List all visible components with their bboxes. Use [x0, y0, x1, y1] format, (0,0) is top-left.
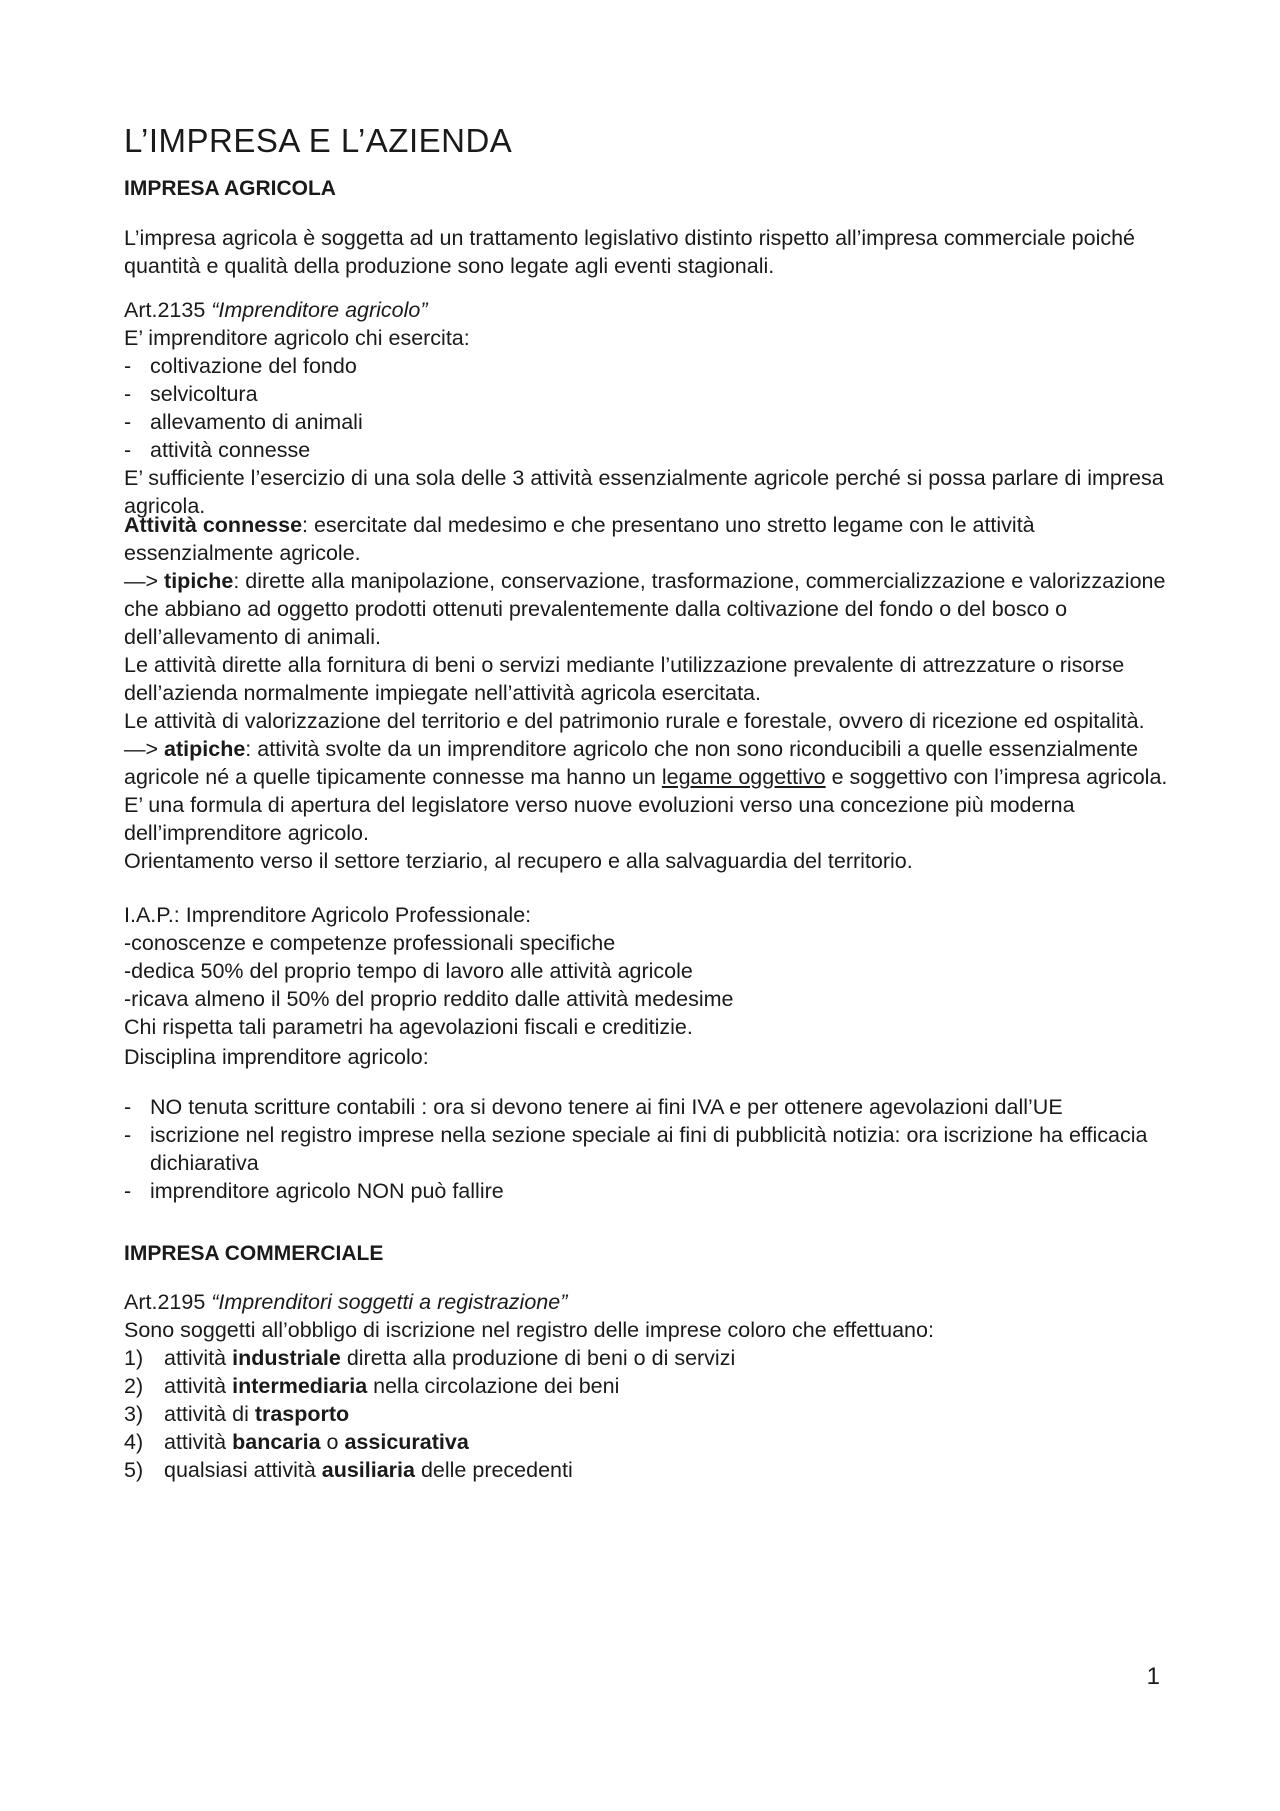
valorizzazione-paragraph: Le attività di valorizzazione del territorio e del patrimonio rurale e forestale, ovvero di ricezione ed ospitalità. [124, 709, 1145, 733]
numbered-item: 1) attività industriale diretta alla produzione di beni o di servizi [124, 1346, 736, 1370]
disciplina-heading: Disciplina imprenditore agricolo: [124, 1045, 429, 1069]
list-item: - attività connesse [124, 436, 1184, 464]
tipiche-paragraph: —> tipiche: dirette alla manipolazione, conservazione, trasformazione, commercializzazione e valorizzazione che abbiano ad oggetto prodotti ottenuti prevalentemente dalla coltivazione del fondo o del bosco o dell’allevamento di animali. [124, 569, 1166, 649]
numbered-item: 4) attività bancaria o assicurativa [124, 1430, 469, 1454]
numbered-item: 3) attività di trasporto [124, 1402, 350, 1426]
art-2135-block [124, 296, 1184, 520]
atipiche-paragraph: —> atipiche: attività svolte da un imprenditore agricolo che non sono riconducibili a quelle essenzialmente agricole né a quelle tipicamente connesse ma hanno un legame oggettivo e soggettivo con l’impresa agricola. [124, 737, 1168, 789]
page-title: L’IMPRESA E L’AZIENDA [124, 122, 513, 159]
art-2195-lead: Sono soggetti all’obbligo di iscrizione nel registro delle imprese coloro che effettuano: [124, 1318, 934, 1342]
iap-line: -dedica 50% del proprio tempo di lavoro alle attività agricole [124, 959, 693, 983]
formula-paragraph: E’ una formula di apertura del legislatore verso nuove evoluzioni verso una concezione più moderna dell’imprenditore agricolo. [124, 793, 1075, 845]
section-heading-impresa-agricola: IMPRESA AGRICOLA [124, 177, 336, 200]
fornitura-paragraph: Le attività dirette alla fornitura di beni o servizi mediante l’utilizzazione prevalente di attrezzature o risorse dell’azienda normalmente impiegate nell’attività agricola esercitata. [124, 653, 1125, 705]
attivita-connesse-block [124, 511, 1184, 875]
intro-paragraph: L’impresa agricola è soggetta ad un trattamento legislativo distinto rispetto all’impresa commerciale poiché quantità e qualità della produzione sono legate agli eventi stagionali. [124, 226, 1136, 278]
art-2195-heading: Art.2195 “Imprenditori soggetti a registrazione” [124, 1290, 568, 1314]
page-number: 1 [1146, 1663, 1160, 1690]
list-item: - selvicoltura [124, 380, 1184, 408]
iap-line: -conoscenze e competenze professionali specifiche [124, 931, 616, 955]
numbered-item: 5) qualsiasi attività ausiliaria delle precedenti [124, 1458, 573, 1482]
sufficient-paragraph: E’ sufficiente l’esercizio di una sola delle 3 attività essenzialmente agricole perché si possa parlare di impresa agricola. [124, 466, 1164, 518]
art-2135-heading: Art.2135 “Imprenditore agricolo” [124, 298, 428, 322]
list-item: - coltivazione del fondo [124, 352, 1184, 380]
iap-line: -ricava almeno il 50% del proprio reddito dalle attività medesime [124, 987, 734, 1011]
iap-line: I.A.P.: Imprenditore Agricolo Professionale: [124, 903, 532, 927]
list-item: - imprenditore agricolo NON può fallire [124, 1177, 1184, 1205]
connesse-paragraph: Attività connesse: esercitate dal medesimo e che presentano uno stretto legame con le attività essenzialmente agricole. [124, 513, 1035, 565]
disciplina-list [124, 1093, 1184, 1205]
list-item: - allevamento di animali [124, 408, 1184, 436]
list-item: - NO tenuta scritture contabili : ora si devono tenere ai fini IVA e per ottenere agevolazioni dall’UE [124, 1093, 1184, 1121]
art-2195-block [124, 1288, 1184, 1484]
art-2135-lead: E’ imprenditore agricolo chi esercita: [124, 326, 470, 350]
orientamento-paragraph: Orientamento verso il settore terziario, al recupero e alla salvaguardia del territorio. [124, 849, 913, 873]
section-heading-impresa-commerciale: IMPRESA COMMERCIALE [124, 1242, 384, 1265]
list-item: - iscrizione nel registro imprese nella sezione speciale ai fini di pubblicità notizia: ora iscrizione ha efficacia dichiarativa [124, 1121, 1184, 1177]
iap-line: Chi rispetta tali parametri ha agevolazioni fiscali e creditizie. [124, 1015, 693, 1039]
iap-block [124, 901, 1184, 1041]
numbered-item: 2) attività intermediaria nella circolazione dei beni [124, 1374, 620, 1398]
